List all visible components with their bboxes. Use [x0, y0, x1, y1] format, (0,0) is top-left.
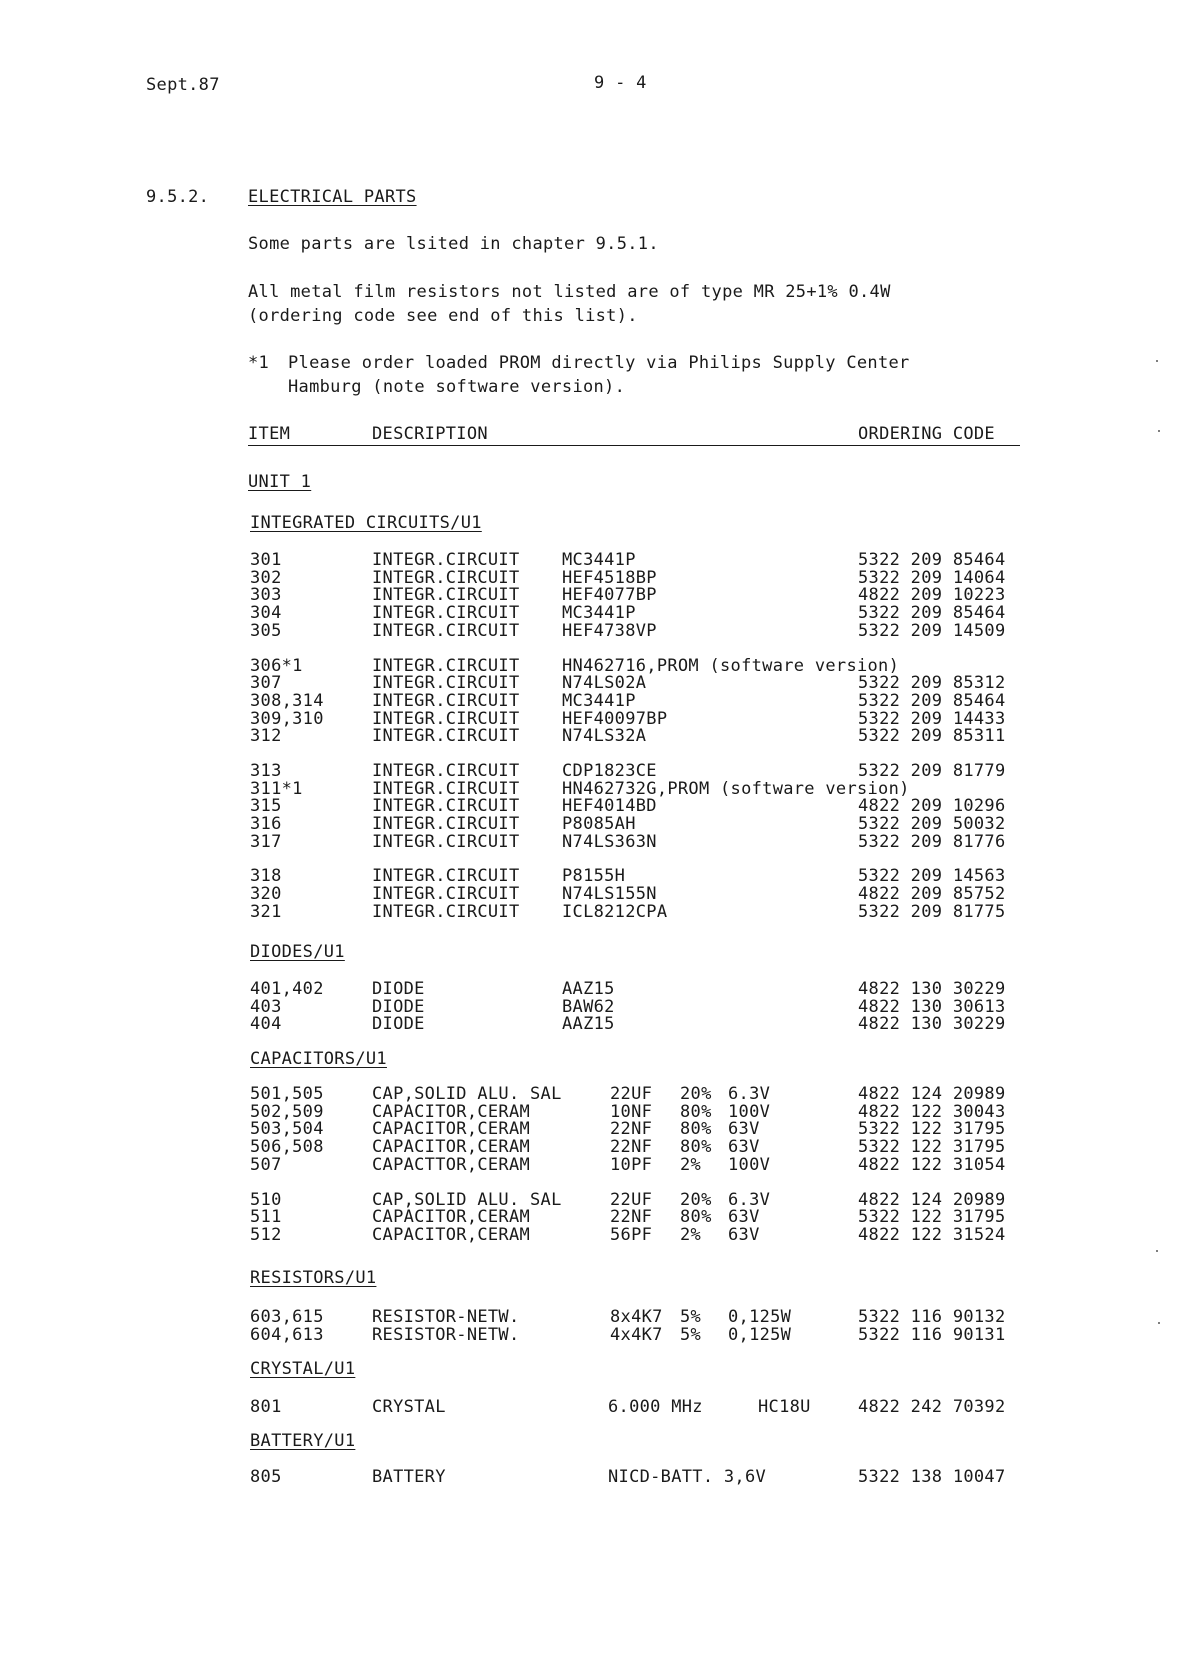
table-row	[0, 674, 1190, 692]
item-number: 604,613	[250, 1325, 324, 1345]
capacitors-heading: CAPACITORS/U1	[250, 1049, 387, 1069]
note-prom-marker: *1	[248, 353, 270, 373]
item-number: 512	[250, 1225, 282, 1245]
resistors-heading: RESISTORS/U1	[250, 1268, 377, 1288]
item-number: 503,504	[250, 1119, 324, 1139]
note-prom-line2: Hamburg (note software version).	[288, 377, 626, 397]
item-ordering-code: 5322 122 31795	[858, 1207, 1006, 1227]
item-tolerance: 2%	[680, 1225, 702, 1245]
item-description: INTEGR.CIRCUIT	[372, 585, 520, 605]
item-rating: 100V	[728, 1102, 771, 1122]
item-ordering-code: 4822 130 30613	[858, 997, 1006, 1017]
item-description: INTEGR.CIRCUIT	[372, 568, 520, 588]
item-ordering-code: 5322 209 50032	[858, 814, 1006, 834]
item-ordering-code: 5322 209 81776	[858, 832, 1006, 852]
item-value: 22UF	[610, 1190, 653, 1210]
item-description: INTEGR.CIRCUIT	[372, 691, 520, 711]
item-ordering-code: 5322 209 81775	[858, 902, 1006, 922]
table-row	[0, 604, 1190, 622]
item-ordering-code: 5322 209 14433	[858, 709, 1006, 729]
item-type: N74LS155N	[562, 884, 657, 904]
item-number: 311*1	[250, 779, 303, 799]
item-description: INTEGR.CIRCUIT	[372, 656, 520, 676]
item-ordering-code: 4822 122 31524	[858, 1225, 1006, 1245]
item-value: 10NF	[610, 1102, 653, 1122]
item-description: INTEGR.CIRCUIT	[372, 814, 520, 834]
crystal-heading: CRYSTAL/U1	[250, 1359, 356, 1379]
table-row	[0, 1326, 1190, 1344]
item-tolerance: 2%	[680, 1155, 702, 1175]
item-number: 302	[250, 568, 282, 588]
table-row	[0, 1226, 1190, 1244]
item-ordering-code: 5322 209 85464	[858, 691, 1006, 711]
item-type: HEF4518BP	[562, 568, 657, 588]
item-type: AAZ15	[562, 1014, 615, 1034]
item-type: HEF4738VP	[562, 621, 657, 641]
table-row	[0, 1085, 1190, 1103]
table-row	[0, 1156, 1190, 1174]
item-value: 22NF	[610, 1119, 653, 1139]
item-description: INTEGR.CIRCUIT	[372, 673, 520, 693]
item-number: 805	[250, 1467, 282, 1487]
ic-heading: INTEGRATED CIRCUITS/U1	[250, 513, 482, 533]
list-item	[0, 1398, 1190, 1416]
item-ordering-code: 4822 124 20989	[858, 1084, 1006, 1104]
item-description: INTEGR.CIRCUIT	[372, 796, 520, 816]
item-description: INTEGR.CIRCUIT	[372, 832, 520, 852]
column-header-description: DESCRIPTION	[372, 424, 488, 444]
item-ordering-code: 4822 122 31054	[858, 1155, 1006, 1175]
item-type: MC3441P	[562, 691, 636, 711]
item-type: AAZ15	[562, 979, 615, 999]
note-parts-listed: Some parts are lsited in chapter 9.5.1.	[248, 234, 659, 254]
item-number: 321	[250, 902, 282, 922]
item-ordering-code: 5322 209 85312	[858, 673, 1006, 693]
note-prom-line1: Please order loaded PROM directly via Philips Supply Center	[288, 353, 910, 373]
table-row	[0, 1138, 1190, 1156]
item-rating: 63V	[728, 1225, 760, 1245]
item-number: 304	[250, 603, 282, 623]
item-ordering-code: 5322 209 81779	[858, 761, 1006, 781]
item-tolerance: 5%	[680, 1325, 702, 1345]
item-description: RESISTOR-NETW.	[372, 1307, 520, 1327]
item-tolerance: 80%	[680, 1119, 712, 1139]
table-row	[0, 586, 1190, 604]
item-type: HEF4014BD	[562, 796, 657, 816]
item-number: 315	[250, 796, 282, 816]
item-description: INTEGR.CIRCUIT	[372, 621, 520, 641]
item-value: 6.000 MHz	[608, 1397, 703, 1417]
item-number: 801	[250, 1397, 282, 1417]
column-header-ordering-code: ORDERING CODE	[858, 424, 995, 444]
item-tolerance: 80%	[680, 1207, 712, 1227]
table-row	[0, 622, 1190, 640]
item-number: 603,615	[250, 1307, 324, 1327]
item-description: CAPACITOR,CERAM	[372, 1207, 531, 1227]
item-number: 307	[250, 673, 282, 693]
item-description: INTEGR.CIRCUIT	[372, 866, 520, 886]
item-ordering-code: 5322 209 85464	[858, 603, 1006, 623]
table-row	[0, 833, 1190, 851]
item-type: ICL8212CPA	[562, 902, 668, 922]
table-row	[0, 551, 1190, 569]
item-type: P8085AH	[562, 814, 636, 834]
item-type: MC3441P	[562, 603, 636, 623]
item-ordering-code: 5322 122 31795	[858, 1119, 1006, 1139]
battery-heading: BATTERY/U1	[250, 1431, 356, 1451]
item-type: MC3441P	[562, 550, 636, 570]
item-ordering-code: 5322 116 90132	[858, 1307, 1006, 1327]
table-row	[0, 867, 1190, 885]
unit-heading: UNIT 1	[248, 472, 312, 492]
note-resistors-line2: (ordering code see end of this list).	[248, 306, 638, 326]
item-ordering-code: 4822 209 85752	[858, 884, 1006, 904]
diodes-heading: DIODES/U1	[250, 942, 345, 962]
item-description: BATTERY	[372, 1467, 446, 1487]
item-type: BAW62	[562, 997, 615, 1017]
item-type: HN462716,PROM (software version)	[562, 656, 900, 676]
item-ordering-code: 5322 209 14563	[858, 866, 1006, 886]
item-number: 318	[250, 866, 282, 886]
header-date: Sept.87	[146, 75, 220, 95]
item-number: 301	[250, 550, 282, 570]
item-ordering-code: 5322 209 85464	[858, 550, 1006, 570]
item-rating: 63V	[728, 1137, 760, 1157]
item-type: N74LS32A	[562, 726, 647, 746]
item-type: HEF40097BP	[562, 709, 668, 729]
item-rating: 100V	[728, 1155, 771, 1175]
item-description: INTEGR.CIRCUIT	[372, 709, 520, 729]
item-ordering-code: 4822 124 20989	[858, 1190, 1006, 1210]
scan-speck	[1156, 1250, 1158, 1252]
item-description: INTEGR.CIRCUIT	[372, 902, 520, 922]
item-description: INTEGR.CIRCUIT	[372, 884, 520, 904]
item-ordering-code: 4822 242 70392	[858, 1397, 1006, 1417]
table-row	[0, 1103, 1190, 1121]
item-number: 305	[250, 621, 282, 641]
item-rating: 63V	[728, 1119, 760, 1139]
item-rating: 0,125W	[728, 1325, 792, 1345]
item-ordering-code: 5322 138 10047	[858, 1467, 1006, 1487]
item-ordering-code: 4822 209 10296	[858, 796, 1006, 816]
item-tolerance: 80%	[680, 1102, 712, 1122]
item-number: 501,505	[250, 1084, 324, 1104]
item-type: CDP1823CE	[562, 761, 657, 781]
scan-speck	[1156, 360, 1158, 362]
scan-speck	[1158, 430, 1160, 432]
item-description: DIODE	[372, 1014, 425, 1034]
section-number: 9.5.2.	[146, 187, 210, 207]
item-rating: 0,125W	[728, 1307, 792, 1327]
item-value: 56PF	[610, 1225, 653, 1245]
item-description: INTEGR.CIRCUIT	[372, 603, 520, 623]
item-number: 308,314	[250, 691, 324, 711]
item-description: CAP,SOLID ALU. SAL	[372, 1190, 562, 1210]
item-description: DIODE	[372, 979, 425, 999]
item-number: 306*1	[250, 656, 303, 676]
item-tolerance: 20%	[680, 1084, 712, 1104]
item-number: 312	[250, 726, 282, 746]
item-description: CAPACTTOR,CERAM	[372, 1155, 531, 1175]
item-description: CRYSTAL	[372, 1397, 446, 1417]
item-value: 22NF	[610, 1137, 653, 1157]
item-tolerance: 5%	[680, 1307, 702, 1327]
item-number: 510	[250, 1190, 282, 1210]
table-row	[0, 1308, 1190, 1326]
item-ordering-code: 4822 122 30043	[858, 1102, 1006, 1122]
item-type: P8155H	[562, 866, 626, 886]
note-resistors-line1: All metal film resistors not listed are of type MR 25+1% 0.4W	[248, 282, 891, 302]
item-tolerance: 80%	[680, 1137, 712, 1157]
item-rating: 6.3V	[728, 1084, 771, 1104]
item-description: CAPACITOR,CERAM	[372, 1225, 531, 1245]
table-row	[0, 1015, 1190, 1033]
item-description: DIODE	[372, 997, 425, 1017]
table-row	[0, 727, 1190, 745]
item-ordering-code: 5322 209 14509	[858, 621, 1006, 641]
item-value: 4x4K7	[610, 1325, 663, 1345]
item-number: 309,310	[250, 709, 324, 729]
table-row	[0, 762, 1190, 780]
item-ordering-code: 5322 209 85311	[858, 726, 1006, 746]
item-value: 22UF	[610, 1084, 653, 1104]
page-number: 9 - 4	[594, 73, 647, 93]
item-number: 303	[250, 585, 282, 605]
table-row	[0, 1208, 1190, 1226]
item-ordering-code: 4822 209 10223	[858, 585, 1006, 605]
scan-speck	[1158, 1322, 1160, 1324]
item-type: HN462732G,PROM (software version)	[562, 779, 910, 799]
list-item	[0, 1468, 1190, 1486]
item-description: INTEGR.CIRCUIT	[372, 550, 520, 570]
item-type: N74LS02A	[562, 673, 647, 693]
item-number: 403	[250, 997, 282, 1017]
item-description: INTEGR.CIRCUIT	[372, 761, 520, 781]
item-description: RESISTOR-NETW.	[372, 1325, 520, 1345]
table-row	[0, 797, 1190, 815]
item-value: 8x4K7	[610, 1307, 663, 1327]
table-header-rule	[248, 445, 1020, 446]
table-row	[0, 980, 1190, 998]
item-package: HC18U	[758, 1397, 811, 1417]
column-header-item: ITEM	[248, 424, 291, 444]
item-number: 502,509	[250, 1102, 324, 1122]
section-title: ELECTRICAL PARTS	[248, 187, 417, 207]
table-row	[0, 885, 1190, 903]
item-number: 507	[250, 1155, 282, 1175]
item-number: 506,508	[250, 1137, 324, 1157]
item-description: CAPACITOR,CERAM	[372, 1137, 531, 1157]
item-value: 10PF	[610, 1155, 653, 1175]
table-row	[0, 815, 1190, 833]
item-description: CAP,SOLID ALU. SAL	[372, 1084, 562, 1104]
item-ordering-code: 5322 116 90131	[858, 1325, 1006, 1345]
table-row	[0, 1191, 1190, 1209]
item-value: 22NF	[610, 1207, 653, 1227]
item-number: 320	[250, 884, 282, 904]
table-row	[0, 1120, 1190, 1138]
table-row	[0, 692, 1190, 710]
item-rating: 63V	[728, 1207, 760, 1227]
item-description: INTEGR.CIRCUIT	[372, 726, 520, 746]
item-rating: 6.3V	[728, 1190, 771, 1210]
item-number: 404	[250, 1014, 282, 1034]
item-description: INTEGR.CIRCUIT	[372, 779, 520, 799]
item-number: 316	[250, 814, 282, 834]
item-description: CAPACITOR,CERAM	[372, 1102, 531, 1122]
item-number: 511	[250, 1207, 282, 1227]
item-ordering-code: 5322 209 14064	[858, 568, 1006, 588]
item-number: 317	[250, 832, 282, 852]
item-ordering-code: 5322 122 31795	[858, 1137, 1006, 1157]
item-description: CAPACITOR,CERAM	[372, 1119, 531, 1139]
table-row	[0, 903, 1190, 921]
item-ordering-code: 4822 130 30229	[858, 979, 1006, 999]
item-number: 401,402	[250, 979, 324, 999]
item-type: HEF4077BP	[562, 585, 657, 605]
item-type: N74LS363N	[562, 832, 657, 852]
item-number: 313	[250, 761, 282, 781]
item-tolerance: 20%	[680, 1190, 712, 1210]
item-ordering-code: 4822 130 30229	[858, 1014, 1006, 1034]
item-value: NICD-BATT. 3,6V	[608, 1467, 767, 1487]
